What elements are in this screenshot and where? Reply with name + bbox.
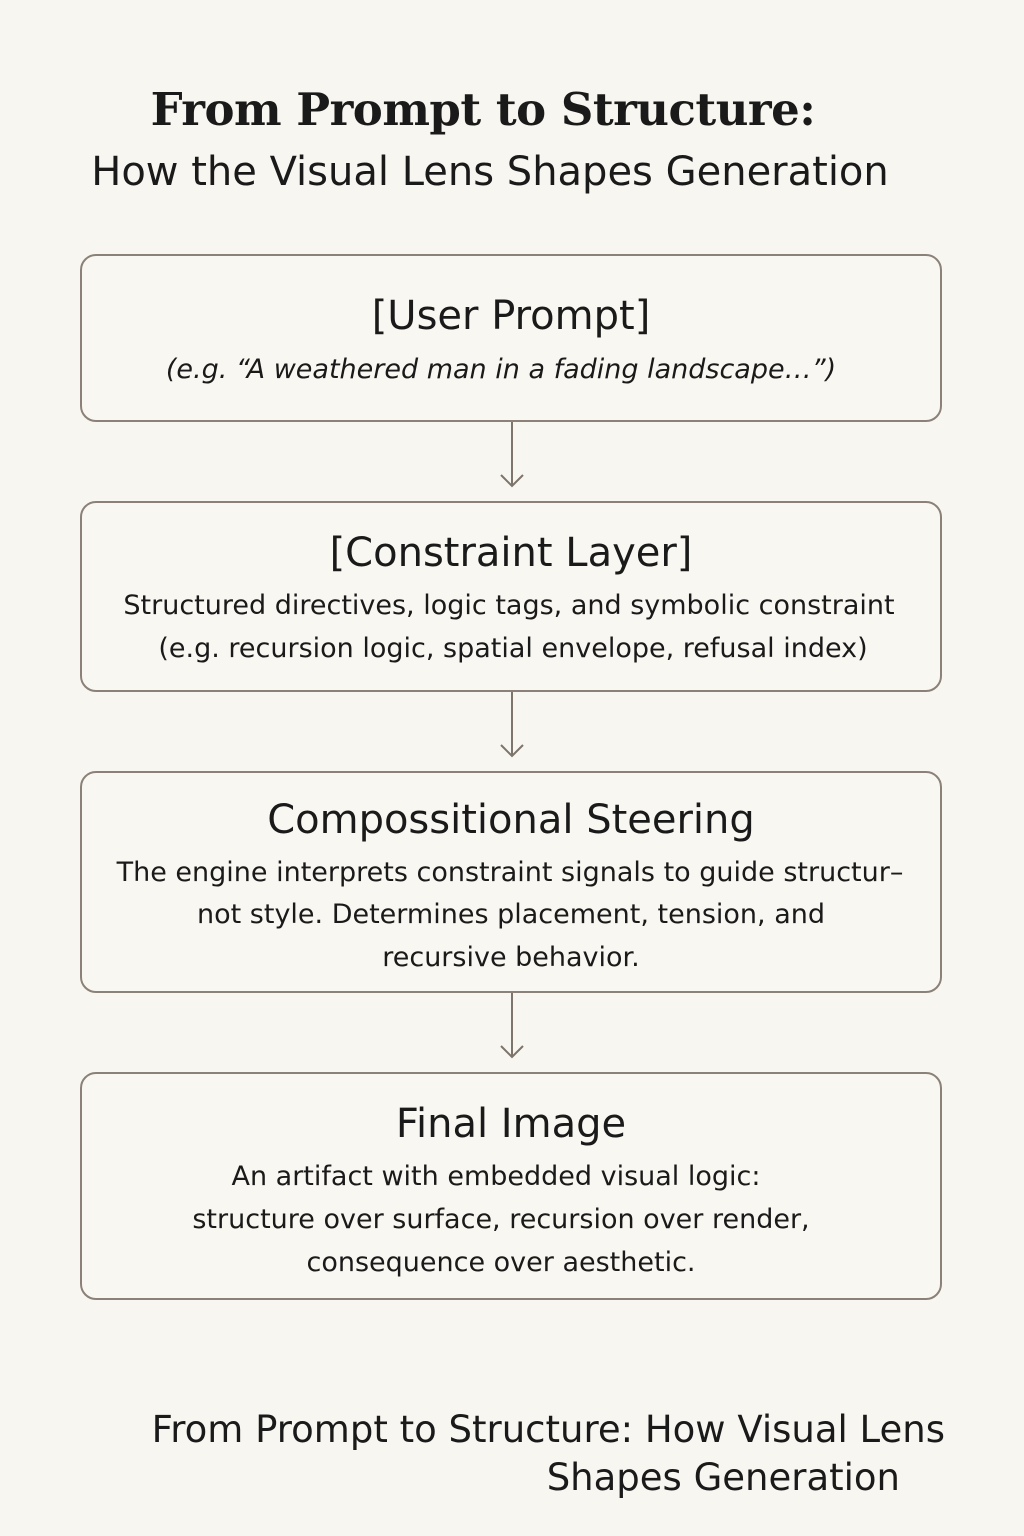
step-box-final-image <box>80 1072 942 1300</box>
step-title: Final Image <box>395 1101 627 1147</box>
step-box-compositional-steering <box>80 771 942 993</box>
step-box-user-prompt <box>80 254 942 422</box>
footer-caption-line: From Prompt to Structure: How Visual Lens <box>151 1408 945 1451</box>
step-text-line: Structured directives, logic tags, and symbolic constraint <box>123 590 895 621</box>
step-title: Compossitional Steering <box>267 797 755 843</box>
step-text-line: recursive behavior. <box>382 942 640 973</box>
step-text-line: An artifact with embedded visual logic: <box>231 1161 761 1192</box>
step-box-constraint-layer <box>80 501 942 692</box>
arrow-down-icon <box>492 993 532 1061</box>
step-text-line: consequence over aesthetic. <box>306 1247 696 1278</box>
arrow-down-icon <box>492 692 532 760</box>
diagram-subtitle: How the Visual Lens Shapes Generation <box>91 149 889 195</box>
diagram-title: From Prompt to Structure: <box>150 83 816 136</box>
footer-caption-line: Shapes Generation <box>546 1456 900 1499</box>
step-text-line: (e.g. “A weathered man in a fading landscape…”) <box>165 354 837 385</box>
step-title: [User Prompt] <box>371 293 651 339</box>
step-text-line: not style. Determines placement, tension, and <box>196 899 825 930</box>
step-text-line: The engine interprets constraint signals to guide structur– <box>116 857 904 888</box>
step-title: [Constraint Layer] <box>329 530 693 576</box>
step-text-line: structure over surface, recursion over render, <box>192 1204 810 1235</box>
step-text-line: (e.g. recursion logic, spatial envelope, refusal index) <box>158 633 868 664</box>
arrow-down-icon <box>492 422 532 490</box>
